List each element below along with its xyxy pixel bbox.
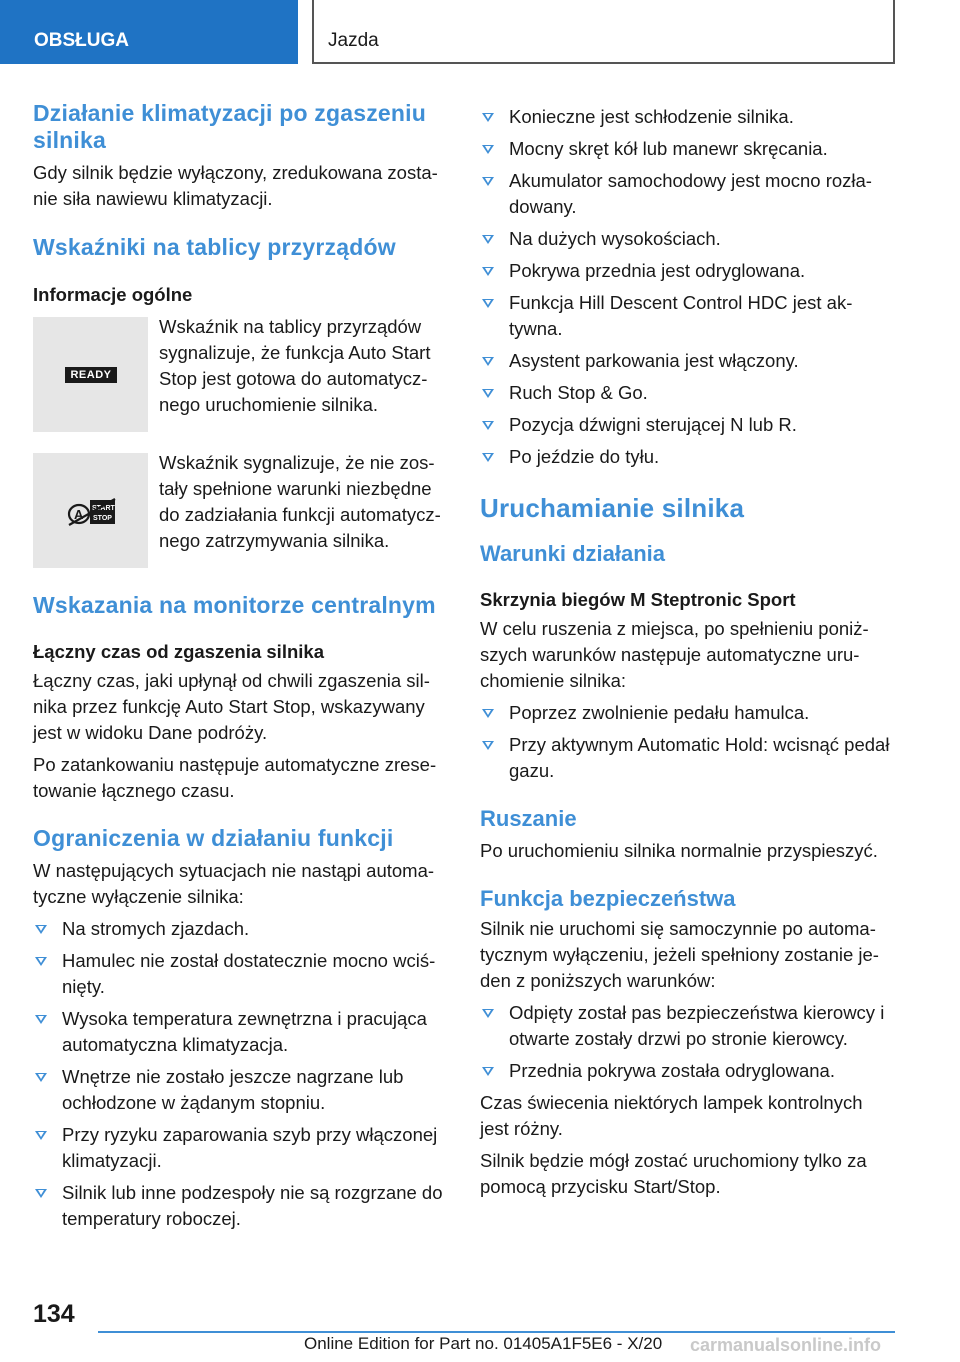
triangle-bullet-icon <box>482 299 494 308</box>
triangle-bullet-icon <box>35 1015 47 1024</box>
triangle-bullet-icon <box>482 709 494 718</box>
list-item: Poprzez zwolnienie pedału hamulca. <box>480 700 892 726</box>
heading-ograniczenia: Ograniczenia w działaniu funkcji <box>33 825 394 851</box>
triangle-bullet-icon <box>482 1009 494 1018</box>
left-column <box>33 100 445 1232</box>
para-bezpieczenstwa: Silnik nie uruchomi się samoczynnie po automatycznym wyłączeniu, jeżeli spełniony zostanie jeden z poniższych warunków: <box>480 918 879 991</box>
triangle-bullet-icon <box>482 453 494 462</box>
heading-informacje: Informacje ogólne <box>33 284 193 305</box>
watermark: carmanualsonline.info <box>690 1335 882 1355</box>
para-ruszanie: Po uruchomieniu silnika normalnie przyspieszyć. <box>480 840 878 861</box>
triangle-bullet-icon <box>482 741 494 750</box>
list-item: Pozycja dźwigni sterującej N lub R. <box>480 412 892 438</box>
list-item: Asystent parkowania jest włączony. <box>480 348 892 374</box>
heading-ruszanie: Ruszanie <box>480 806 577 831</box>
list-item: Na dużych wysokościach. <box>480 226 892 252</box>
bullet-list-warunki <box>480 700 892 784</box>
triangle-bullet-icon <box>482 267 494 276</box>
section-tab <box>0 0 298 64</box>
list-item: Po jeździe do tyłu. <box>480 444 892 470</box>
section-label: OBSŁUGA <box>34 30 129 51</box>
stop-label: STOP <box>93 515 112 522</box>
bullet-list-ograniczenia <box>33 916 445 1232</box>
list-item: Przy ryzyku zaparowania szyb przy włączonej klimatyzacji. <box>33 1122 445 1174</box>
heading-uruchamianie: Uruchamianie silnika <box>480 493 745 523</box>
footer-divider <box>98 1331 895 1333</box>
bullet-list-bezpieczenstwa <box>480 1000 892 1084</box>
heading-laczny: Łączny czas od zgaszenia silnika <box>33 641 324 662</box>
heading-warunki: Warunki działania <box>480 541 666 566</box>
list-item: Na stromych zjazdach. <box>33 916 445 942</box>
triangle-bullet-icon <box>482 177 494 186</box>
chapter-header <box>312 0 895 64</box>
ready-badge: READY <box>65 367 117 383</box>
triangle-bullet-icon <box>35 925 47 934</box>
list-item: Wnętrze nie zostało jeszcze nagrzane lub ochłodzone w żądanym stopniu. <box>33 1064 445 1116</box>
ready-indicator-image <box>33 317 148 432</box>
triangle-bullet-icon <box>35 1073 47 1082</box>
para-ograniczenia: W następujących sytuacjach nie nastąpi automatyczne wyłączenie silnika: <box>33 860 435 907</box>
page-number: 134 <box>33 1300 75 1328</box>
para-laczny-1: Łączny czas, jaki upłynął od chwili zgaszenia silnika przez funkcję Auto Start Stop, wskazywany jest w widoku Dane podróży. <box>33 670 430 743</box>
list-item: Przy aktywnym Automatic Hold: wcisnąć pedał gazu. <box>480 732 892 784</box>
chapter-title: Jazda <box>328 30 379 51</box>
heading-wskazania: Wskazania na monitorze centralnym <box>33 592 436 618</box>
list-item: Przednia pokrywa została odryglowana. <box>480 1058 892 1084</box>
indicator-autostop-row <box>33 450 445 592</box>
triangle-bullet-icon <box>482 235 494 244</box>
triangle-bullet-icon <box>482 357 494 366</box>
triangle-bullet-icon <box>482 145 494 154</box>
triangle-bullet-icon <box>482 1067 494 1076</box>
indicator-ready-row <box>33 314 445 450</box>
autostop-off-icon <box>67 498 117 526</box>
list-item: Hamulec nie został dostatecznie mocno wciśnięty. <box>33 948 445 1000</box>
triangle-bullet-icon <box>482 113 494 122</box>
list-item: Akumulator samochodowy jest mocno rozładowany. <box>480 168 892 220</box>
triangle-bullet-icon <box>35 1189 47 1198</box>
list-item: Konieczne jest schłodzenie silnika. <box>480 104 892 130</box>
list-item: Funkcja Hill Descent Control HDC jest aktywna. <box>480 290 892 342</box>
triangle-bullet-icon <box>35 1131 47 1140</box>
triangle-bullet-icon <box>482 421 494 430</box>
right-column <box>480 104 892 1200</box>
list-item: Pokrywa przednia jest odryglowana. <box>480 258 892 284</box>
list-item: Ruch Stop & Go. <box>480 380 892 406</box>
para-klimatyzacja: Gdy silnik będzie wyłączony, zredukowana zostanie siła nawiewu klimatyzacji. <box>33 162 438 209</box>
edition-text: Online Edition for Part no. 01405A1F5E6 - X/20 <box>304 1334 663 1353</box>
para-silnik: Silnik będzie mógł zostać uruchomiony tylko za pomocą przycisku Start/Stop. <box>480 1150 867 1197</box>
list-item: Odpięty został pas bezpieczeństwa kierowcy i otwarte zostały drzwi po stronie kierowcy. <box>480 1000 892 1052</box>
svg-text:A: A <box>74 507 84 522</box>
heading-wskazniki: Wskaźniki na tablicy przyrządów <box>33 234 396 260</box>
para-czas: Czas świecenia niektórych lampek kontrolnych jest różny. <box>480 1092 863 1139</box>
heading-skrzynia: Skrzynia biegów M Steptronic Sport <box>480 589 796 610</box>
triangle-bullet-icon <box>35 957 47 966</box>
heading-bezpieczenstwa: Funkcja bezpieczeństwa <box>480 886 736 911</box>
indicator-ready-text: Wskaźnik na tablicy przyrządów sygnalizuje, że funkcja Auto Start Stop jest gotowa do automatycznego uruchomienie silnika. <box>159 316 431 415</box>
para-skrzynia: W celu ruszenia z miejsca, po spełnieniu poniższych warunków następuje automatyczne uruchomienie silnika: <box>480 618 869 691</box>
list-item: Silnik lub inne podzespoły nie są rozgrzane do temperatury roboczej. <box>33 1180 445 1232</box>
triangle-bullet-icon <box>482 389 494 398</box>
start-label: START <box>92 505 115 512</box>
bullet-list-top <box>480 104 892 470</box>
indicator-autostop-text: Wskaźnik sygnalizuje, że nie zostały spełnione warunki niezbędne do zadziałania funkcji automatycznego zatrzymywania silnika. <box>159 452 441 551</box>
para-laczny-2: Po zatankowaniu następuje automatyczne zresetowanie łącznego czasu. <box>33 754 437 801</box>
heading-klimatyzacja: Działanie klimatyzacji po zgaszeniu silnika <box>33 100 427 153</box>
autostop-off-indicator-image <box>33 453 148 568</box>
list-item: Mocny skręt kół lub manewr skręcania. <box>480 136 892 162</box>
list-item: Wysoka temperatura zewnętrzna i pracująca automatyczna klimatyzacja. <box>33 1006 445 1058</box>
